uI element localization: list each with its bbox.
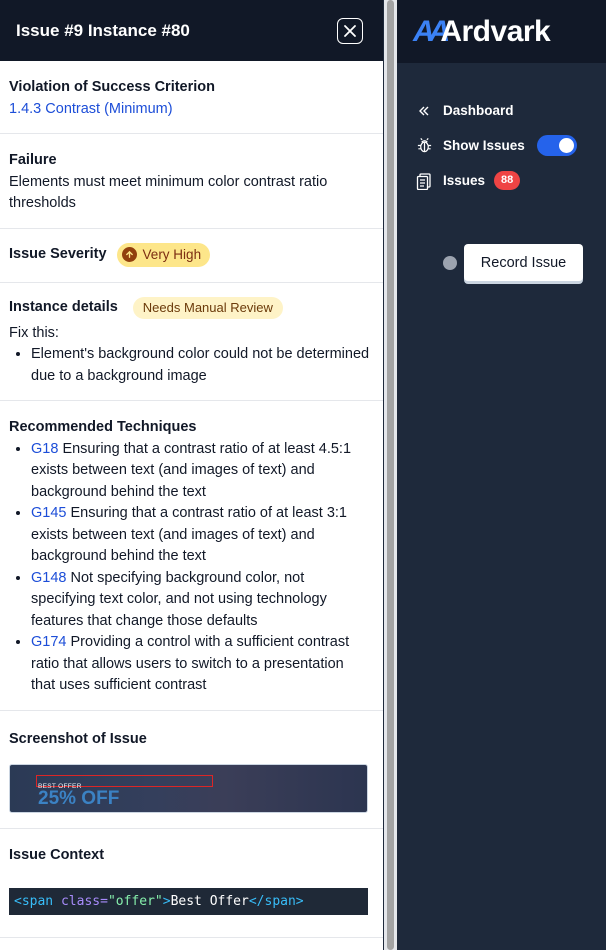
- technique-item: [31, 503, 364, 568]
- record-indicator: [443, 256, 457, 270]
- fix-label: Fix this:: [9, 324, 59, 341]
- screenshot-section: [0, 711, 383, 830]
- logo-text: Ardvark: [440, 14, 551, 48]
- technique-text: Providing a control with a sufficient contrast ratio that allows users to switch to a presentation that uses sufficient contrast: [31, 634, 350, 693]
- technique-item: [31, 439, 364, 504]
- scrollbar-thumb[interactable]: [387, 0, 394, 950]
- screenshot-small-text: BEST OFFER: [38, 783, 82, 790]
- nav-issues-label: Issues: [443, 173, 486, 188]
- screenshot-big-text: 25% OFF: [38, 788, 120, 809]
- close-icon: [342, 23, 358, 39]
- technique-text: Not specifying background color, not specifying text color, and not using technology features that change those defaults: [31, 569, 327, 629]
- toggle-knob: [559, 138, 574, 153]
- technique-text: Ensuring that a contrast ratio of at least 4.5:1 exists between text (and images of text) and background behind the text: [31, 440, 352, 500]
- clipboard-icon: [415, 172, 433, 190]
- logo-mark: AA: [413, 14, 445, 48]
- code-tag-close: >: [162, 893, 171, 909]
- severity-section: [0, 229, 383, 283]
- technique-link-g18[interactable]: G18: [31, 440, 59, 457]
- technique-link-g145[interactable]: G145: [31, 505, 67, 521]
- record-issue-button[interactable]: Record Issue: [464, 244, 583, 281]
- panel-title: Issue #9 Instance #80: [16, 20, 190, 40]
- severity-value: Very High: [142, 246, 202, 262]
- bug-icon: [415, 137, 433, 155]
- code-attr: class=: [53, 893, 108, 909]
- nav-dashboard[interactable]: [397, 93, 606, 128]
- nav-show-issues: [397, 128, 606, 163]
- techniques-label: Recommended Techniques: [9, 419, 197, 435]
- failure-section: [0, 134, 383, 229]
- violation-section: [0, 61, 383, 134]
- logo[interactable]: [413, 15, 550, 49]
- technique-link-g174[interactable]: G174: [31, 634, 67, 650]
- nav-dashboard-label: Dashboard: [443, 103, 514, 118]
- technique-text: Ensuring that a contrast ratio of at least 3:1 exists between text (and images of text) and background behind the text: [31, 505, 347, 564]
- show-issues-toggle[interactable]: [537, 135, 577, 156]
- chevrons-left-icon: [415, 102, 433, 120]
- panel-header: [0, 0, 383, 61]
- code-tag-end: </span>: [248, 893, 304, 909]
- sidebar-nav: [397, 63, 606, 198]
- failure-text: Elements must meet minimum color contrast ratio thresholds: [9, 173, 328, 211]
- instance-label: Instance details: [9, 298, 118, 315]
- technique-link-g148[interactable]: G148: [31, 569, 67, 586]
- code-text: Best Offer: [170, 893, 249, 909]
- arrow-up-icon: [122, 247, 137, 262]
- issues-count-badge: 88: [494, 171, 520, 190]
- failure-label: Failure: [9, 152, 57, 168]
- screenshot-label: Screenshot of Issue: [9, 730, 147, 747]
- code-tag-open: <span: [14, 893, 54, 909]
- code-value: "offer": [107, 893, 163, 909]
- issue-screenshot: [9, 764, 368, 813]
- technique-item: [31, 632, 364, 697]
- context-section: [0, 829, 383, 938]
- severity-label: Issue Severity: [9, 245, 107, 262]
- severity-badge: [117, 243, 211, 267]
- fix-list: [9, 344, 374, 387]
- techniques-section: [0, 401, 383, 711]
- fix-item: • Element's background color could not be determined due to a background image: [31, 344, 374, 387]
- criterion-link[interactable]: 1.4.3 Contrast (Minimum): [9, 100, 173, 117]
- instance-section: [0, 283, 383, 402]
- violation-label: Violation of Success Criterion: [9, 79, 216, 95]
- sidebar: [397, 0, 606, 950]
- context-code: [9, 888, 368, 915]
- nav-issues[interactable]: [397, 163, 606, 198]
- review-badge: Needs Manual Review: [133, 297, 283, 319]
- brand-bar: [397, 0, 606, 63]
- record-row: [443, 244, 583, 281]
- techniques-list: [9, 439, 374, 697]
- technique-item: [31, 568, 364, 633]
- panel-scrollbar[interactable]: [384, 0, 397, 950]
- nav-show-issues-label: Show Issues: [443, 138, 525, 153]
- close-button[interactable]: [337, 18, 363, 44]
- context-label: Issue Context: [9, 847, 105, 863]
